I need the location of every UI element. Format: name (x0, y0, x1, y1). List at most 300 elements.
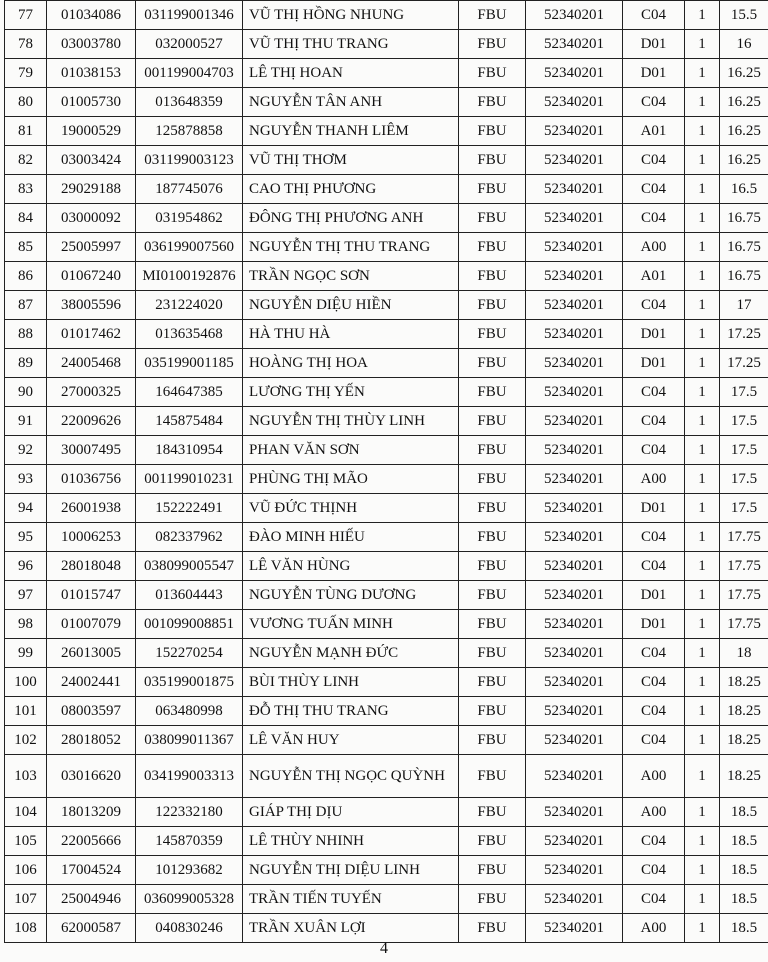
cell-to-hop: A00 (623, 755, 685, 798)
cell-so-bao-danh: 26013005 (47, 639, 136, 668)
cell-so-bao-danh: 24002441 (47, 668, 136, 697)
cell-cmnd: 125878858 (136, 117, 243, 146)
cell-ma-truong: FBU (459, 436, 526, 465)
table-row (5, 117, 768, 146)
cell-ma-truong: FBU (459, 885, 526, 914)
cell-ma-nganh: 52340201 (526, 755, 623, 798)
cell-nguyen-vong: 1 (685, 885, 720, 914)
cell-cmnd: 013635468 (136, 320, 243, 349)
cell-ma-truong: FBU (459, 639, 526, 668)
cell-ma-nganh: 52340201 (526, 856, 623, 885)
cell-so-bao-danh: 03003780 (47, 30, 136, 59)
table-row (5, 494, 768, 523)
cell-diem: 18 (720, 639, 768, 668)
cell-stt: 99 (5, 639, 47, 668)
cell-ma-truong: FBU (459, 581, 526, 610)
cell-nguyen-vong: 1 (685, 827, 720, 856)
table-row (5, 523, 768, 552)
cell-cmnd: 036099005328 (136, 885, 243, 914)
cell-ma-nganh: 52340201 (526, 407, 623, 436)
cell-diem: 17.5 (720, 465, 768, 494)
cell-diem: 18.25 (720, 668, 768, 697)
table-row (5, 175, 768, 204)
cell-ma-truong: FBU (459, 291, 526, 320)
cell-to-hop: C04 (623, 639, 685, 668)
cell-to-hop: C04 (623, 88, 685, 117)
cell-nguyen-vong: 1 (685, 697, 720, 726)
cell-ma-truong: FBU (459, 1, 526, 30)
cell-ma-nganh: 52340201 (526, 726, 623, 755)
table-row (5, 320, 768, 349)
cell-stt: 103 (5, 755, 47, 798)
cell-ma-nganh: 52340201 (526, 349, 623, 378)
cell-cmnd: 013648359 (136, 88, 243, 117)
cell-to-hop: C04 (623, 697, 685, 726)
cell-to-hop: C04 (623, 552, 685, 581)
cell-stt: 89 (5, 349, 47, 378)
cell-diem: 15.5 (720, 1, 768, 30)
cell-so-bao-danh: 26001938 (47, 494, 136, 523)
cell-cmnd: 145870359 (136, 827, 243, 856)
cell-ma-truong: FBU (459, 378, 526, 407)
cell-ho-ten: HÀ THU HÀ (243, 320, 459, 349)
cell-ma-truong: FBU (459, 726, 526, 755)
cell-cmnd: 038099005547 (136, 552, 243, 581)
cell-ma-truong: FBU (459, 552, 526, 581)
cell-to-hop: C04 (623, 378, 685, 407)
table-row (5, 204, 768, 233)
cell-nguyen-vong: 1 (685, 146, 720, 175)
cell-cmnd: 145875484 (136, 407, 243, 436)
cell-cmnd: 152270254 (136, 639, 243, 668)
cell-nguyen-vong: 1 (685, 291, 720, 320)
cell-ma-nganh: 52340201 (526, 204, 623, 233)
table-row (5, 914, 768, 943)
cell-to-hop: C04 (623, 885, 685, 914)
cell-nguyen-vong: 1 (685, 914, 720, 943)
cell-ma-truong: FBU (459, 523, 526, 552)
cell-ho-ten: PHAN VĂN SƠN (243, 436, 459, 465)
table-row (5, 233, 768, 262)
cell-so-bao-danh: 17004524 (47, 856, 136, 885)
cell-diem: 17 (720, 291, 768, 320)
cell-ma-truong: FBU (459, 320, 526, 349)
cell-ma-nganh: 52340201 (526, 697, 623, 726)
cell-diem: 17.5 (720, 436, 768, 465)
cell-so-bao-danh: 22005666 (47, 827, 136, 856)
cell-stt: 85 (5, 233, 47, 262)
cell-stt: 105 (5, 827, 47, 856)
cell-diem: 17.75 (720, 523, 768, 552)
table-row (5, 755, 768, 798)
cell-ma-truong: FBU (459, 233, 526, 262)
cell-stt: 87 (5, 291, 47, 320)
cell-so-bao-danh: 28018052 (47, 726, 136, 755)
cell-cmnd: 152222491 (136, 494, 243, 523)
cell-stt: 79 (5, 59, 47, 88)
cell-ho-ten: NGUYỄN THỊ NGỌC QUỲNH (243, 755, 459, 798)
cell-to-hop: C04 (623, 1, 685, 30)
cell-ma-truong: FBU (459, 494, 526, 523)
cell-ho-ten: VŨ THỊ HỒNG NHUNG (243, 1, 459, 30)
cell-ho-ten: HOÀNG THỊ HOA (243, 349, 459, 378)
cell-cmnd: 001199010231 (136, 465, 243, 494)
table-row (5, 436, 768, 465)
cell-ma-truong: FBU (459, 465, 526, 494)
cell-diem: 18.5 (720, 827, 768, 856)
cell-ma-truong: FBU (459, 755, 526, 798)
table-row (5, 1, 768, 30)
cell-nguyen-vong: 1 (685, 465, 720, 494)
cell-ma-nganh: 52340201 (526, 610, 623, 639)
cell-so-bao-danh: 10006253 (47, 523, 136, 552)
cell-cmnd: 032000527 (136, 30, 243, 59)
cell-so-bao-danh: 01005730 (47, 88, 136, 117)
table-row (5, 885, 768, 914)
cell-ma-nganh: 52340201 (526, 88, 623, 117)
cell-cmnd: 034199003313 (136, 755, 243, 798)
cell-nguyen-vong: 1 (685, 610, 720, 639)
cell-cmnd: 001099008851 (136, 610, 243, 639)
cell-ho-ten: NGUYỄN THỊ THÙY LINH (243, 407, 459, 436)
cell-to-hop: D01 (623, 494, 685, 523)
cell-ma-nganh: 52340201 (526, 320, 623, 349)
cell-cmnd: 082337962 (136, 523, 243, 552)
cell-stt: 108 (5, 914, 47, 943)
cell-ma-nganh: 52340201 (526, 798, 623, 827)
cell-to-hop: A00 (623, 798, 685, 827)
table-row (5, 726, 768, 755)
table-row (5, 581, 768, 610)
cell-cmnd: 122332180 (136, 798, 243, 827)
cell-nguyen-vong: 1 (685, 320, 720, 349)
cell-stt: 90 (5, 378, 47, 407)
cell-ma-truong: FBU (459, 798, 526, 827)
table-body (5, 1, 768, 943)
cell-to-hop: C04 (623, 146, 685, 175)
cell-cmnd: MI0100192876 (136, 262, 243, 291)
cell-to-hop: C04 (623, 726, 685, 755)
cell-ho-ten: TRẦN NGỌC SƠN (243, 262, 459, 291)
table-row (5, 465, 768, 494)
cell-ma-nganh: 52340201 (526, 233, 623, 262)
cell-to-hop: D01 (623, 581, 685, 610)
cell-ma-truong: FBU (459, 349, 526, 378)
cell-to-hop: C04 (623, 668, 685, 697)
cell-ho-ten: NGUYỄN TÙNG DƯƠNG (243, 581, 459, 610)
table-row (5, 827, 768, 856)
cell-to-hop: D01 (623, 59, 685, 88)
cell-to-hop: C04 (623, 523, 685, 552)
cell-ma-truong: FBU (459, 914, 526, 943)
cell-so-bao-danh: 62000587 (47, 914, 136, 943)
cell-diem: 17.25 (720, 320, 768, 349)
cell-ma-truong: FBU (459, 30, 526, 59)
cell-ho-ten: VŨ THỊ THƠM (243, 146, 459, 175)
cell-ho-ten: ĐÀO MINH HIẾU (243, 523, 459, 552)
table-row (5, 291, 768, 320)
cell-stt: 106 (5, 856, 47, 885)
table-row (5, 88, 768, 117)
cell-ma-truong: FBU (459, 175, 526, 204)
cell-ho-ten: NGUYỄN THỊ DIỆU LINH (243, 856, 459, 885)
cell-cmnd: 231224020 (136, 291, 243, 320)
cell-so-bao-danh: 25004946 (47, 885, 136, 914)
cell-stt: 86 (5, 262, 47, 291)
cell-ma-nganh: 52340201 (526, 175, 623, 204)
cell-stt: 82 (5, 146, 47, 175)
cell-ma-truong: FBU (459, 204, 526, 233)
cell-ho-ten: LÊ VĂN HUY (243, 726, 459, 755)
cell-so-bao-danh: 03016620 (47, 755, 136, 798)
cell-cmnd: 040830246 (136, 914, 243, 943)
cell-to-hop: A01 (623, 262, 685, 291)
results-sheet (4, 0, 768, 943)
cell-stt: 84 (5, 204, 47, 233)
cell-ma-truong: FBU (459, 88, 526, 117)
cell-stt: 88 (5, 320, 47, 349)
cell-ma-nganh: 52340201 (526, 914, 623, 943)
cell-ho-ten: TRẦN TIẾN TUYẾN (243, 885, 459, 914)
cell-nguyen-vong: 1 (685, 552, 720, 581)
cell-to-hop: C04 (623, 856, 685, 885)
cell-stt: 93 (5, 465, 47, 494)
cell-ma-nganh: 52340201 (526, 30, 623, 59)
cell-nguyen-vong: 1 (685, 59, 720, 88)
cell-ma-nganh: 52340201 (526, 1, 623, 30)
cell-ma-nganh: 52340201 (526, 885, 623, 914)
cell-so-bao-danh: 08003597 (47, 697, 136, 726)
cell-diem: 16 (720, 30, 768, 59)
table-row (5, 639, 768, 668)
cell-cmnd: 187745076 (136, 175, 243, 204)
cell-diem: 17.5 (720, 378, 768, 407)
cell-ma-nganh: 52340201 (526, 262, 623, 291)
cell-to-hop: D01 (623, 30, 685, 59)
cell-ma-truong: FBU (459, 827, 526, 856)
cell-so-bao-danh: 01067240 (47, 262, 136, 291)
cell-cmnd: 035199001875 (136, 668, 243, 697)
cell-stt: 77 (5, 1, 47, 30)
cell-stt: 95 (5, 523, 47, 552)
table-row (5, 59, 768, 88)
cell-ma-nganh: 52340201 (526, 639, 623, 668)
cell-stt: 78 (5, 30, 47, 59)
cell-cmnd: 038099011367 (136, 726, 243, 755)
cell-to-hop: D01 (623, 349, 685, 378)
cell-so-bao-danh: 01038153 (47, 59, 136, 88)
cell-cmnd: 001199004703 (136, 59, 243, 88)
cell-nguyen-vong: 1 (685, 233, 720, 262)
cell-nguyen-vong: 1 (685, 88, 720, 117)
table-row (5, 262, 768, 291)
cell-stt: 94 (5, 494, 47, 523)
cell-so-bao-danh: 01034086 (47, 1, 136, 30)
cell-to-hop: D01 (623, 320, 685, 349)
table-row (5, 30, 768, 59)
cell-diem: 16.25 (720, 117, 768, 146)
cell-cmnd: 164647385 (136, 378, 243, 407)
cell-stt: 101 (5, 697, 47, 726)
cell-nguyen-vong: 1 (685, 30, 720, 59)
cell-nguyen-vong: 1 (685, 523, 720, 552)
cell-ma-nganh: 52340201 (526, 552, 623, 581)
cell-diem: 17.5 (720, 407, 768, 436)
cell-ho-ten: CAO THỊ PHƯƠNG (243, 175, 459, 204)
cell-stt: 97 (5, 581, 47, 610)
cell-ma-nganh: 52340201 (526, 59, 623, 88)
cell-nguyen-vong: 1 (685, 117, 720, 146)
cell-so-bao-danh: 19000529 (47, 117, 136, 146)
cell-to-hop: A00 (623, 233, 685, 262)
cell-stt: 100 (5, 668, 47, 697)
cell-nguyen-vong: 1 (685, 856, 720, 885)
table-row (5, 798, 768, 827)
cell-to-hop: C04 (623, 204, 685, 233)
cell-so-bao-danh: 22009626 (47, 407, 136, 436)
cell-ho-ten: LƯƠNG THỊ YẾN (243, 378, 459, 407)
cell-ho-ten: GIÁP THỊ DỊU (243, 798, 459, 827)
cell-nguyen-vong: 1 (685, 262, 720, 291)
cell-ho-ten: LÊ THỊ HOAN (243, 59, 459, 88)
cell-ma-truong: FBU (459, 668, 526, 697)
cell-nguyen-vong: 1 (685, 204, 720, 233)
cell-ma-nganh: 52340201 (526, 378, 623, 407)
cell-ma-nganh: 52340201 (526, 581, 623, 610)
cell-to-hop: A00 (623, 914, 685, 943)
cell-nguyen-vong: 1 (685, 436, 720, 465)
cell-ma-nganh: 52340201 (526, 827, 623, 856)
cell-ho-ten: VŨ THỊ THU TRANG (243, 30, 459, 59)
cell-stt: 102 (5, 726, 47, 755)
cell-so-bao-danh: 01007079 (47, 610, 136, 639)
table-row (5, 349, 768, 378)
cell-so-bao-danh: 03000092 (47, 204, 136, 233)
cell-to-hop: D01 (623, 610, 685, 639)
cell-ma-truong: FBU (459, 610, 526, 639)
cell-diem: 16.25 (720, 59, 768, 88)
results-table (4, 0, 768, 943)
cell-nguyen-vong: 1 (685, 349, 720, 378)
cell-diem: 16.5 (720, 175, 768, 204)
cell-ho-ten: NGUYỄN DIỆU HIỀN (243, 291, 459, 320)
cell-so-bao-danh: 38005596 (47, 291, 136, 320)
table-row (5, 407, 768, 436)
cell-so-bao-danh: 01015747 (47, 581, 136, 610)
table-row (5, 146, 768, 175)
table-row (5, 668, 768, 697)
cell-diem: 16.75 (720, 233, 768, 262)
cell-ho-ten: TRẦN XUÂN LỢI (243, 914, 459, 943)
cell-so-bao-danh: 03003424 (47, 146, 136, 175)
cell-diem: 17.5 (720, 494, 768, 523)
cell-ma-nganh: 52340201 (526, 117, 623, 146)
cell-ho-ten: LÊ VĂN HÙNG (243, 552, 459, 581)
cell-ho-ten: VŨ ĐỨC THỊNH (243, 494, 459, 523)
cell-so-bao-danh: 25005997 (47, 233, 136, 262)
cell-to-hop: C04 (623, 407, 685, 436)
cell-so-bao-danh: 01036756 (47, 465, 136, 494)
cell-diem: 18.5 (720, 885, 768, 914)
cell-nguyen-vong: 1 (685, 726, 720, 755)
cell-to-hop: C04 (623, 436, 685, 465)
cell-so-bao-danh: 24005468 (47, 349, 136, 378)
cell-diem: 17.75 (720, 581, 768, 610)
cell-so-bao-danh: 01017462 (47, 320, 136, 349)
cell-so-bao-danh: 30007495 (47, 436, 136, 465)
cell-ma-nganh: 52340201 (526, 668, 623, 697)
cell-to-hop: C04 (623, 175, 685, 204)
cell-stt: 80 (5, 88, 47, 117)
cell-diem: 16.75 (720, 204, 768, 233)
cell-so-bao-danh: 27000325 (47, 378, 136, 407)
cell-cmnd: 036199007560 (136, 233, 243, 262)
cell-stt: 104 (5, 798, 47, 827)
cell-cmnd: 031954862 (136, 204, 243, 233)
cell-diem: 17.75 (720, 610, 768, 639)
cell-cmnd: 063480998 (136, 697, 243, 726)
cell-ho-ten: LÊ THÙY NHINH (243, 827, 459, 856)
cell-cmnd: 031199001346 (136, 1, 243, 30)
cell-to-hop: C04 (623, 827, 685, 856)
cell-cmnd: 013604443 (136, 581, 243, 610)
cell-so-bao-danh: 29029188 (47, 175, 136, 204)
cell-ma-nganh: 52340201 (526, 146, 623, 175)
cell-ma-nganh: 52340201 (526, 436, 623, 465)
cell-nguyen-vong: 1 (685, 798, 720, 827)
cell-diem: 18.25 (720, 697, 768, 726)
cell-diem: 17.25 (720, 349, 768, 378)
cell-ma-truong: FBU (459, 407, 526, 436)
cell-diem: 16.75 (720, 262, 768, 291)
cell-ma-truong: FBU (459, 59, 526, 88)
cell-ma-nganh: 52340201 (526, 523, 623, 552)
cell-cmnd: 031199003123 (136, 146, 243, 175)
cell-ma-nganh: 52340201 (526, 494, 623, 523)
cell-ma-truong: FBU (459, 117, 526, 146)
table-row (5, 610, 768, 639)
cell-nguyen-vong: 1 (685, 639, 720, 668)
cell-diem: 16.25 (720, 88, 768, 117)
cell-ho-ten: ĐỖ THỊ THU TRANG (243, 697, 459, 726)
cell-ho-ten: NGUYỄN THANH LIÊM (243, 117, 459, 146)
cell-ho-ten: NGUYỄN TÂN ANH (243, 88, 459, 117)
cell-ho-ten: PHÙNG THỊ MÃO (243, 465, 459, 494)
cell-ho-ten: NGUYỄN MẠNH ĐỨC (243, 639, 459, 668)
cell-stt: 96 (5, 552, 47, 581)
cell-stt: 81 (5, 117, 47, 146)
cell-to-hop: A00 (623, 465, 685, 494)
cell-ma-truong: FBU (459, 262, 526, 291)
cell-so-bao-danh: 28018048 (47, 552, 136, 581)
cell-cmnd: 101293682 (136, 856, 243, 885)
cell-stt: 98 (5, 610, 47, 639)
cell-nguyen-vong: 1 (685, 378, 720, 407)
cell-nguyen-vong: 1 (685, 581, 720, 610)
table-row (5, 856, 768, 885)
cell-nguyen-vong: 1 (685, 407, 720, 436)
cell-so-bao-danh: 18013209 (47, 798, 136, 827)
cell-ho-ten: ĐÔNG THỊ PHƯƠNG ANH (243, 204, 459, 233)
table-row (5, 378, 768, 407)
cell-ho-ten: NGUYỄN THỊ THU TRANG (243, 233, 459, 262)
cell-diem: 18.5 (720, 798, 768, 827)
cell-nguyen-vong: 1 (685, 668, 720, 697)
cell-nguyen-vong: 1 (685, 1, 720, 30)
cell-to-hop: A01 (623, 117, 685, 146)
cell-to-hop: C04 (623, 291, 685, 320)
cell-ho-ten: VƯƠNG TUẤN MINH (243, 610, 459, 639)
